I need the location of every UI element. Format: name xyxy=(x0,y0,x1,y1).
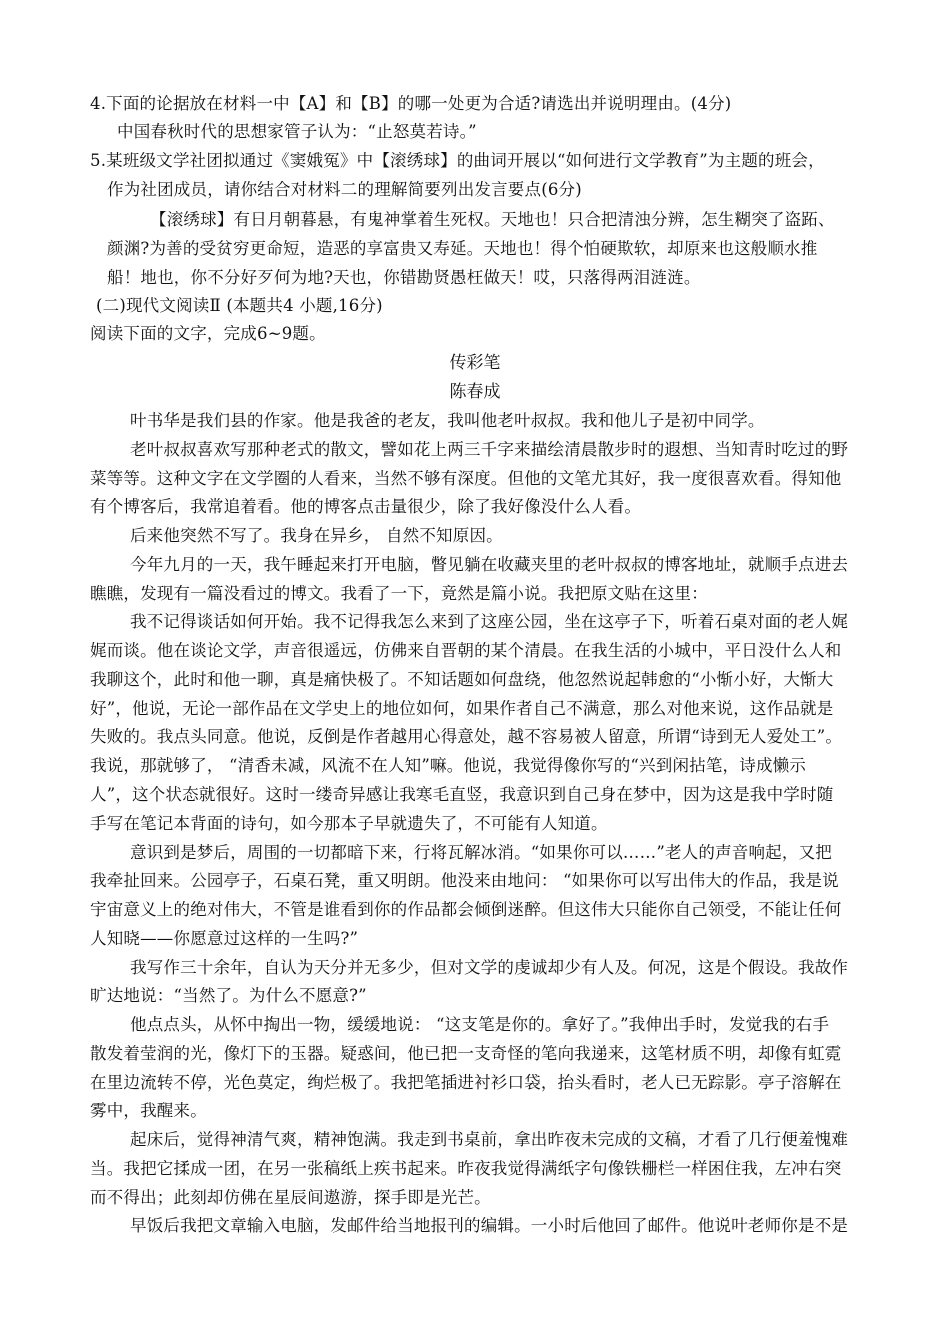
article-line: 当。我把它揉成一团，在另一张稿纸上疾书起来。昨夜我觉得满纸字句像铁栅栏一样困住我，左冲右突 xyxy=(90,1159,842,1178)
article-line: 他点点头，从怀中掏出一物，缓缓地说： “这支笔是你的。拿好了。”我伸出手时，发觉我的右手 xyxy=(130,1015,830,1034)
article-line: 早饭后我把文章输入电脑，发邮件给当地报刊的编辑。一小时后他回了邮件。他说叶老师你是不是 xyxy=(130,1216,849,1235)
article-line: 散发着莹润的光，像灯下的玉器。疑惑间，他已把一支奇怪的笔向我递来，这笔材质不明，却像有虹霓 xyxy=(90,1044,842,1063)
question-5-quote-line1: 【滚绣球】有日月朝暮悬，有鬼神掌着生死权。天地也！只合把清浊分辨，怎生糊突了盗跖、 xyxy=(150,210,835,229)
question-4-evidence: 中国春秋时代的思想家管子认为：“止怒莫若诗。” xyxy=(117,122,477,141)
section-heading: (二)现代文阅读Ⅱ (本题共4 小题,16分) xyxy=(96,296,383,315)
article-line: 老叶叔叔喜欢写那种老式的散文，譬如花上两三千字来描绘清晨散步时的遐想、当知青时吃过的野 xyxy=(130,440,849,459)
article-line: 今年九月的一天，我午睡起来打开电脑，瞥见躺在收藏夹里的老叶叔叔的博客地址，就顺手点进去 xyxy=(130,555,849,574)
article-line: 娓而谈。他在谈论文学，声音很遥远，仿佛来自晋朝的某个清晨。在我生活的小城中，平日没什么人和 xyxy=(90,641,842,660)
article-line: 瞧瞧，发现有一篇没看过的博文。我看了一下，竟然是篇小说。我把原文贴在这里： xyxy=(90,584,708,603)
article-author: 陈春成 xyxy=(449,382,501,402)
question-5-prompt-line1: 5.某班级文学社团拟通过《窦娥冤》中【滚绣球】的曲词开展以“如何进行文学教育”为主题的班会， xyxy=(90,151,825,170)
article-line: 我写作三十余年，自认为天分并无多少，但对文学的虔诚却少有人及。何况，这是个假设。我故作 xyxy=(130,958,849,977)
article-line: 人知晓——你愿意过这样的一生吗?” xyxy=(90,929,359,948)
section-instruction: 阅读下面的文字，完成6~9题。 xyxy=(90,324,326,343)
article-line: 人”，这个状态就很好。这时一缕奇异感让我寒毛直竖，我意识到自己身在梦中，因为这是我中学时随 xyxy=(90,785,834,804)
article-line: 而不得出；此刻却仿佛在星辰间遨游，探手即是光芒。 xyxy=(90,1188,491,1207)
article-title: 传彩笔 xyxy=(449,353,501,373)
article-line: 有个博客后，我常追着看。他的博客点击量很少，除了我好像没什么人看。 xyxy=(90,497,642,516)
article-line: 旷达地说：“当然了。为什么不愿意?” xyxy=(90,986,367,1005)
article-line: 菜等等。这种文字在文学圈的人看来，当然不够有深度。但他的文笔尤其好，我一度很喜欢看。得知他 xyxy=(90,469,842,488)
article-line: 意识到是梦后，周围的一切都暗下来，行将瓦解冰消。“如果你可以……”老人的声音响起，又把 xyxy=(130,843,832,862)
article-line: 我牵扯回来。公园亭子，石桌石凳，重又明朗。他没来由地问： “如果你可以写出伟大的作品，我是说 xyxy=(90,871,839,890)
article-line: 叶书华是我们县的作家。他是我爸的老友，我叫他老叶叔叔。我和他儿子是初中同学。 xyxy=(130,411,765,430)
article-line: 好”，他说，无论一部作品在文学史上的地位如何，如果作者自己不满意，那么对他来说，这作品就是 xyxy=(90,699,834,718)
article-line: 雾中，我醒来。 xyxy=(90,1101,207,1120)
article-line: 手写在笔记本背面的诗句，如今那本子早就遗失了，不可能有人知道。 xyxy=(90,814,608,833)
question-4-prompt: 4.下面的论据放在材料一中【A】和【B】的哪一处更为合适?请选出并说明理由。(4分) xyxy=(90,94,732,113)
article-line: 后来他突然不写了。我身在异乡， 自然不知原因。 xyxy=(130,526,503,545)
question-5-quote-line3: 船！地也，你不分好歹何为地?天也，你错勘贤愚枉做天！哎，只落得两泪涟涟。 xyxy=(107,268,701,287)
article-line: 起床后，觉得神清气爽，精神饱满。我走到书桌前，拿出昨夜未完成的文稿，才看了几行便羞愧难 xyxy=(130,1130,849,1149)
article-line: 在里边流转不停，光色莫定，绚烂极了。我把笔插进衬衫口袋，抬头看时，老人已无踪影。亭子溶解在 xyxy=(90,1073,842,1092)
article-line: 宇宙意义上的绝对伟大，不管是谁看到你的作品都会倾倒迷醉。但这伟大只能你自己领受，不能让任何 xyxy=(90,900,842,919)
article-line: 我聊这个，此时和他一聊，真是痛快极了。不知话题如何盘绕，他忽然说起韩愈的“小惭小好，大惭大 xyxy=(90,670,834,689)
article-line: 我不记得谈话如何开始。我不记得我怎么来到了这座公园，坐在这亭子下，听着石桌对面的老人娓 xyxy=(130,612,849,631)
article-line: 我说，那就够了， “清香未减，风流不在人知”嘛。他说，我觉得像你写的“兴到闲拈笔，诗成懒示 xyxy=(90,756,807,775)
article-line: 失败的。我点头同意。他说，反倒是作者越用心得意处，越不容易被人留意，所谓“诗到无人爱处工”。 xyxy=(90,727,843,746)
question-5-prompt-line2: 作为社团成员，请你结合对材料二的理解简要列出发言要点(6分) xyxy=(107,180,582,199)
question-5-quote-line2: 颜渊?为善的受贫穷更命短，造恶的享富贵又寿延。天地也！得个怕硬欺软，却原来也这般顺水推 xyxy=(107,239,818,258)
